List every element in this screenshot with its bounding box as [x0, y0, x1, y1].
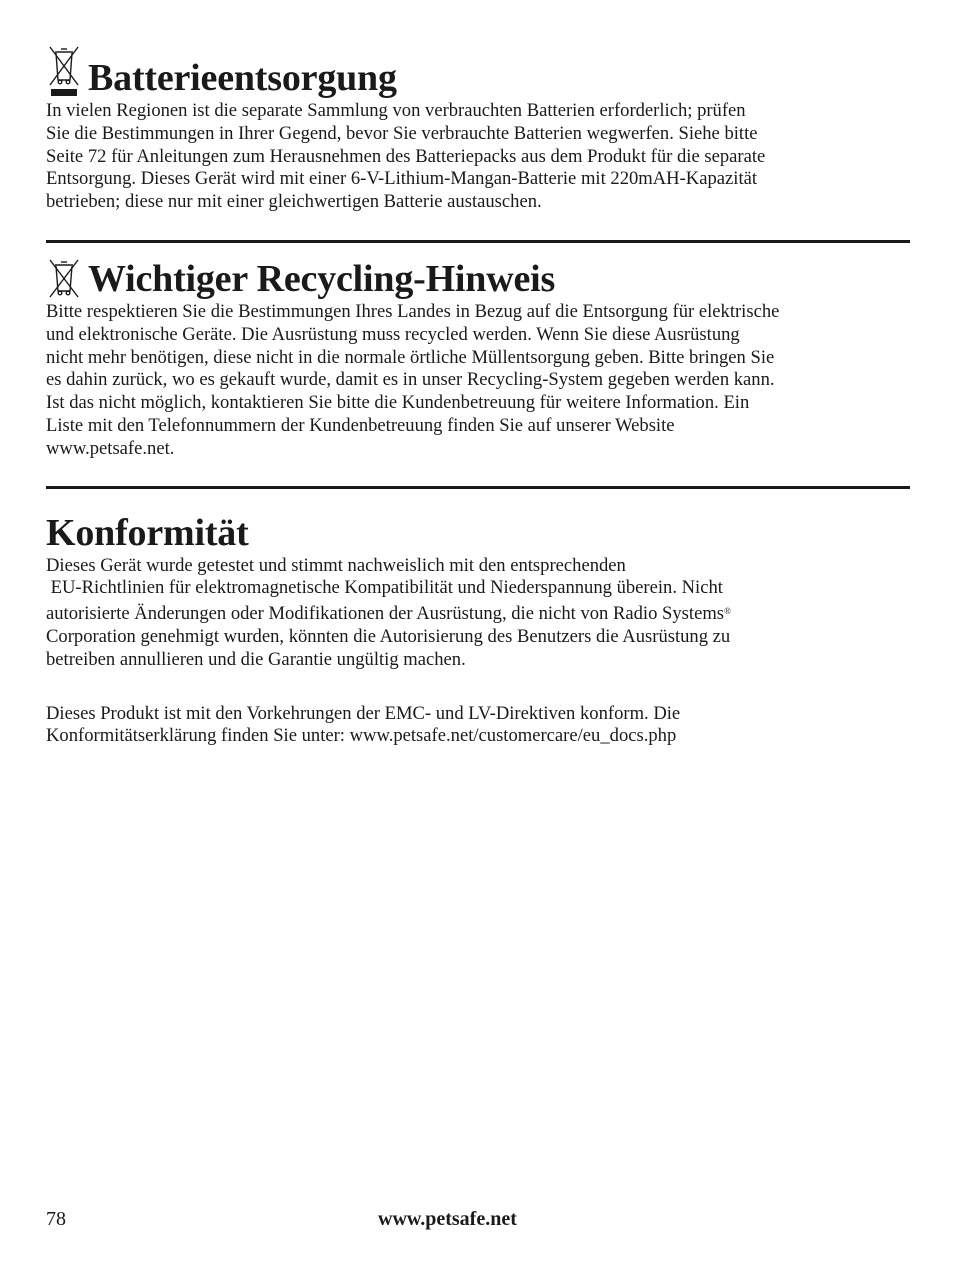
page-number: 78 — [46, 1208, 66, 1230]
registered-mark: ® — [724, 606, 731, 617]
section-title: Wichtiger Recycling-Hinweis — [88, 257, 556, 300]
battery-disposal-heading — [46, 44, 910, 98]
text-line: Ist das nicht möglich, kontaktieren Sie bitte die Kundenbetreuung für weitere Information. Ein — [46, 392, 750, 414]
text-line: betreiben annullieren und die Garantie ungültig machen. — [46, 648, 466, 670]
recycling-notice-heading — [46, 259, 910, 299]
text-line — [46, 600, 910, 626]
text-line: betrieben; diese nur mit einer gleichwertigen Batterie austauschen. — [46, 191, 542, 213]
crossed-out-bin-with-bar-icon — [46, 44, 82, 98]
text-line: Konformitätserklärung finden Sie unter: www.petsafe.net/customercare/eu_docs.php — [46, 725, 677, 747]
conformity-paragraph-1 — [46, 555, 910, 672]
text-line: Seite 72 für Anleitungen zum Herausnehmen des Batteriepacks aus dem Produkt für die separate — [46, 145, 766, 167]
recycling-notice-text — [46, 301, 910, 461]
crossed-out-bin-icon — [46, 259, 82, 299]
text-fragment: autorisierte Änderungen oder Modifikationen der Ausrüstung, die nicht von Radio Systems — [46, 603, 725, 625]
text-line: Liste mit den Telefonnummern der Kundenbetreuung finden Sie auf unserer Website — [46, 414, 675, 436]
text-line: und elektronische Geräte. Die Ausrüstung muss recycled werden. Wenn Sie diese Ausrüstung — [46, 323, 740, 345]
text-line: es dahin zurück, wo es gekauft wurde, damit es in unser Recycling-System gegeben werden kann. — [46, 369, 775, 391]
text-line: www.petsafe.net. — [46, 437, 175, 459]
text-line: In vielen Regionen ist die separate Sammlung von verbrauchten Batterien erforderlich; prüfen — [46, 100, 746, 121]
text-line: EU-Richtlinien für elektromagnetische Kompatibilität und Niederspannung überein. Nicht — [46, 577, 723, 599]
text-line: Dieses Produkt ist mit den Vorkehrungen der EMC- und LV-Direktiven konform. Die — [46, 702, 681, 724]
document-page — [46, 44, 910, 748]
page-footer — [46, 1204, 910, 1234]
section-title: Batterieentsorgung — [88, 57, 397, 99]
section-divider — [46, 240, 910, 243]
footer-website-link[interactable]: www.petsafe.net — [378, 1208, 517, 1230]
conformity-paragraph-2 — [46, 703, 910, 749]
text-line: Bitte respektieren Sie die Bestimmungen Ihres Landes in Bezug auf die Entsorgung für elektrische — [46, 300, 780, 322]
text-line: Sie die Bestimmungen in Ihrer Gegend, bevor Sie verbrauchte Batterien wegwerfen. Siehe bitte — [46, 122, 758, 144]
section-divider — [46, 486, 910, 489]
conformity-heading — [46, 513, 910, 553]
battery-disposal-text — [46, 100, 910, 214]
text-line: nicht mehr benötigen, diese nicht in die normale örtliche Müllentsorgung geben. Bitte bringen Sie — [46, 346, 775, 368]
text-line: Corporation genehmigt wurden, könnten die Autorisierung des Benutzers die Ausrüstung zu — [46, 625, 731, 647]
section-title: Konformität — [46, 511, 249, 554]
text-line: Entsorgung. Dieses Gerät wird mit einer 6-V-Lithium-Mangan-Batterie mit 220mAH-Kapazität — [46, 168, 758, 190]
text-line: Dieses Gerät wurde getestet und stimmt nachweislich mit den entsprechenden — [46, 554, 626, 576]
